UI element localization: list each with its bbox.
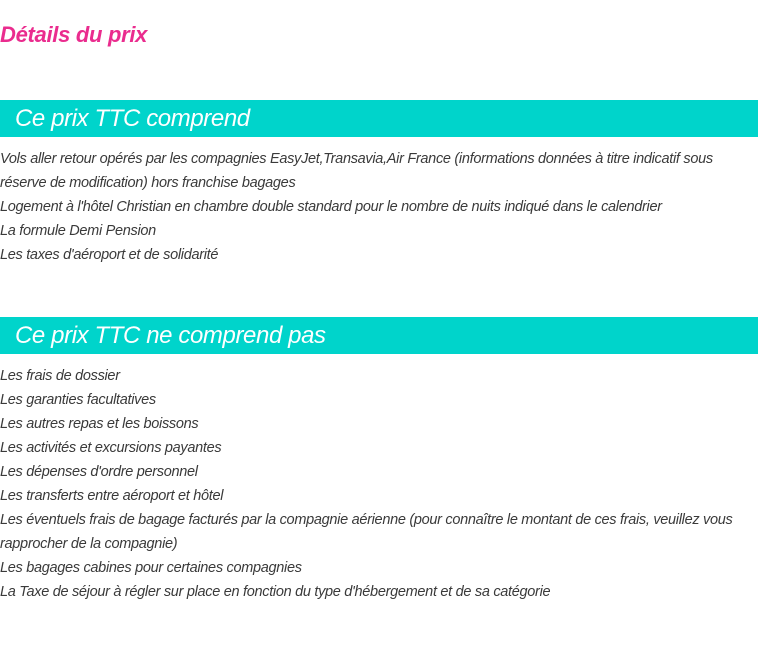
list-item: Les garanties facultatives [0,392,156,408]
list-item: Les éventuels frais de bagage facturés par la compagnie aérienne (pour connaître le montant de ces frais, veuillez vous rapprocher de la compagnie) [0,512,733,552]
page-title: Détails du prix [0,22,148,47]
section-header-excluded: Ce prix TTC ne comprend pas [0,317,758,354]
list-item: Les frais de dossier [0,368,120,384]
list-item: Logement à l'hôtel Christian en chambre double standard pour le nombre de nuits indiqué dans le calendrier [0,199,662,215]
included-items-list [0,147,750,267]
section-header-included: Ce prix TTC comprend [0,100,758,137]
list-item: Les bagages cabines pour certaines compagnies [0,560,302,576]
list-item: La formule Demi Pension [0,223,156,239]
list-item: La Taxe de séjour à régler sur place en fonction du type d'hébergement et de sa catégorie [0,584,551,600]
list-item: Les taxes d'aéroport et de solidarité [0,247,219,263]
list-item: Les autres repas et les boissons [0,416,199,432]
excluded-items-list [0,364,750,604]
list-item: Vols aller retour opérés par les compagnies EasyJet,Transavia,Air France (informations données à titre indicatif sous réserve de modification) hors franchise bagages [0,151,713,191]
list-item: Les activités et excursions payantes [0,440,222,456]
list-item: Les transferts entre aéroport et hôtel [0,488,224,504]
list-item: Les dépenses d'ordre personnel [0,464,198,480]
